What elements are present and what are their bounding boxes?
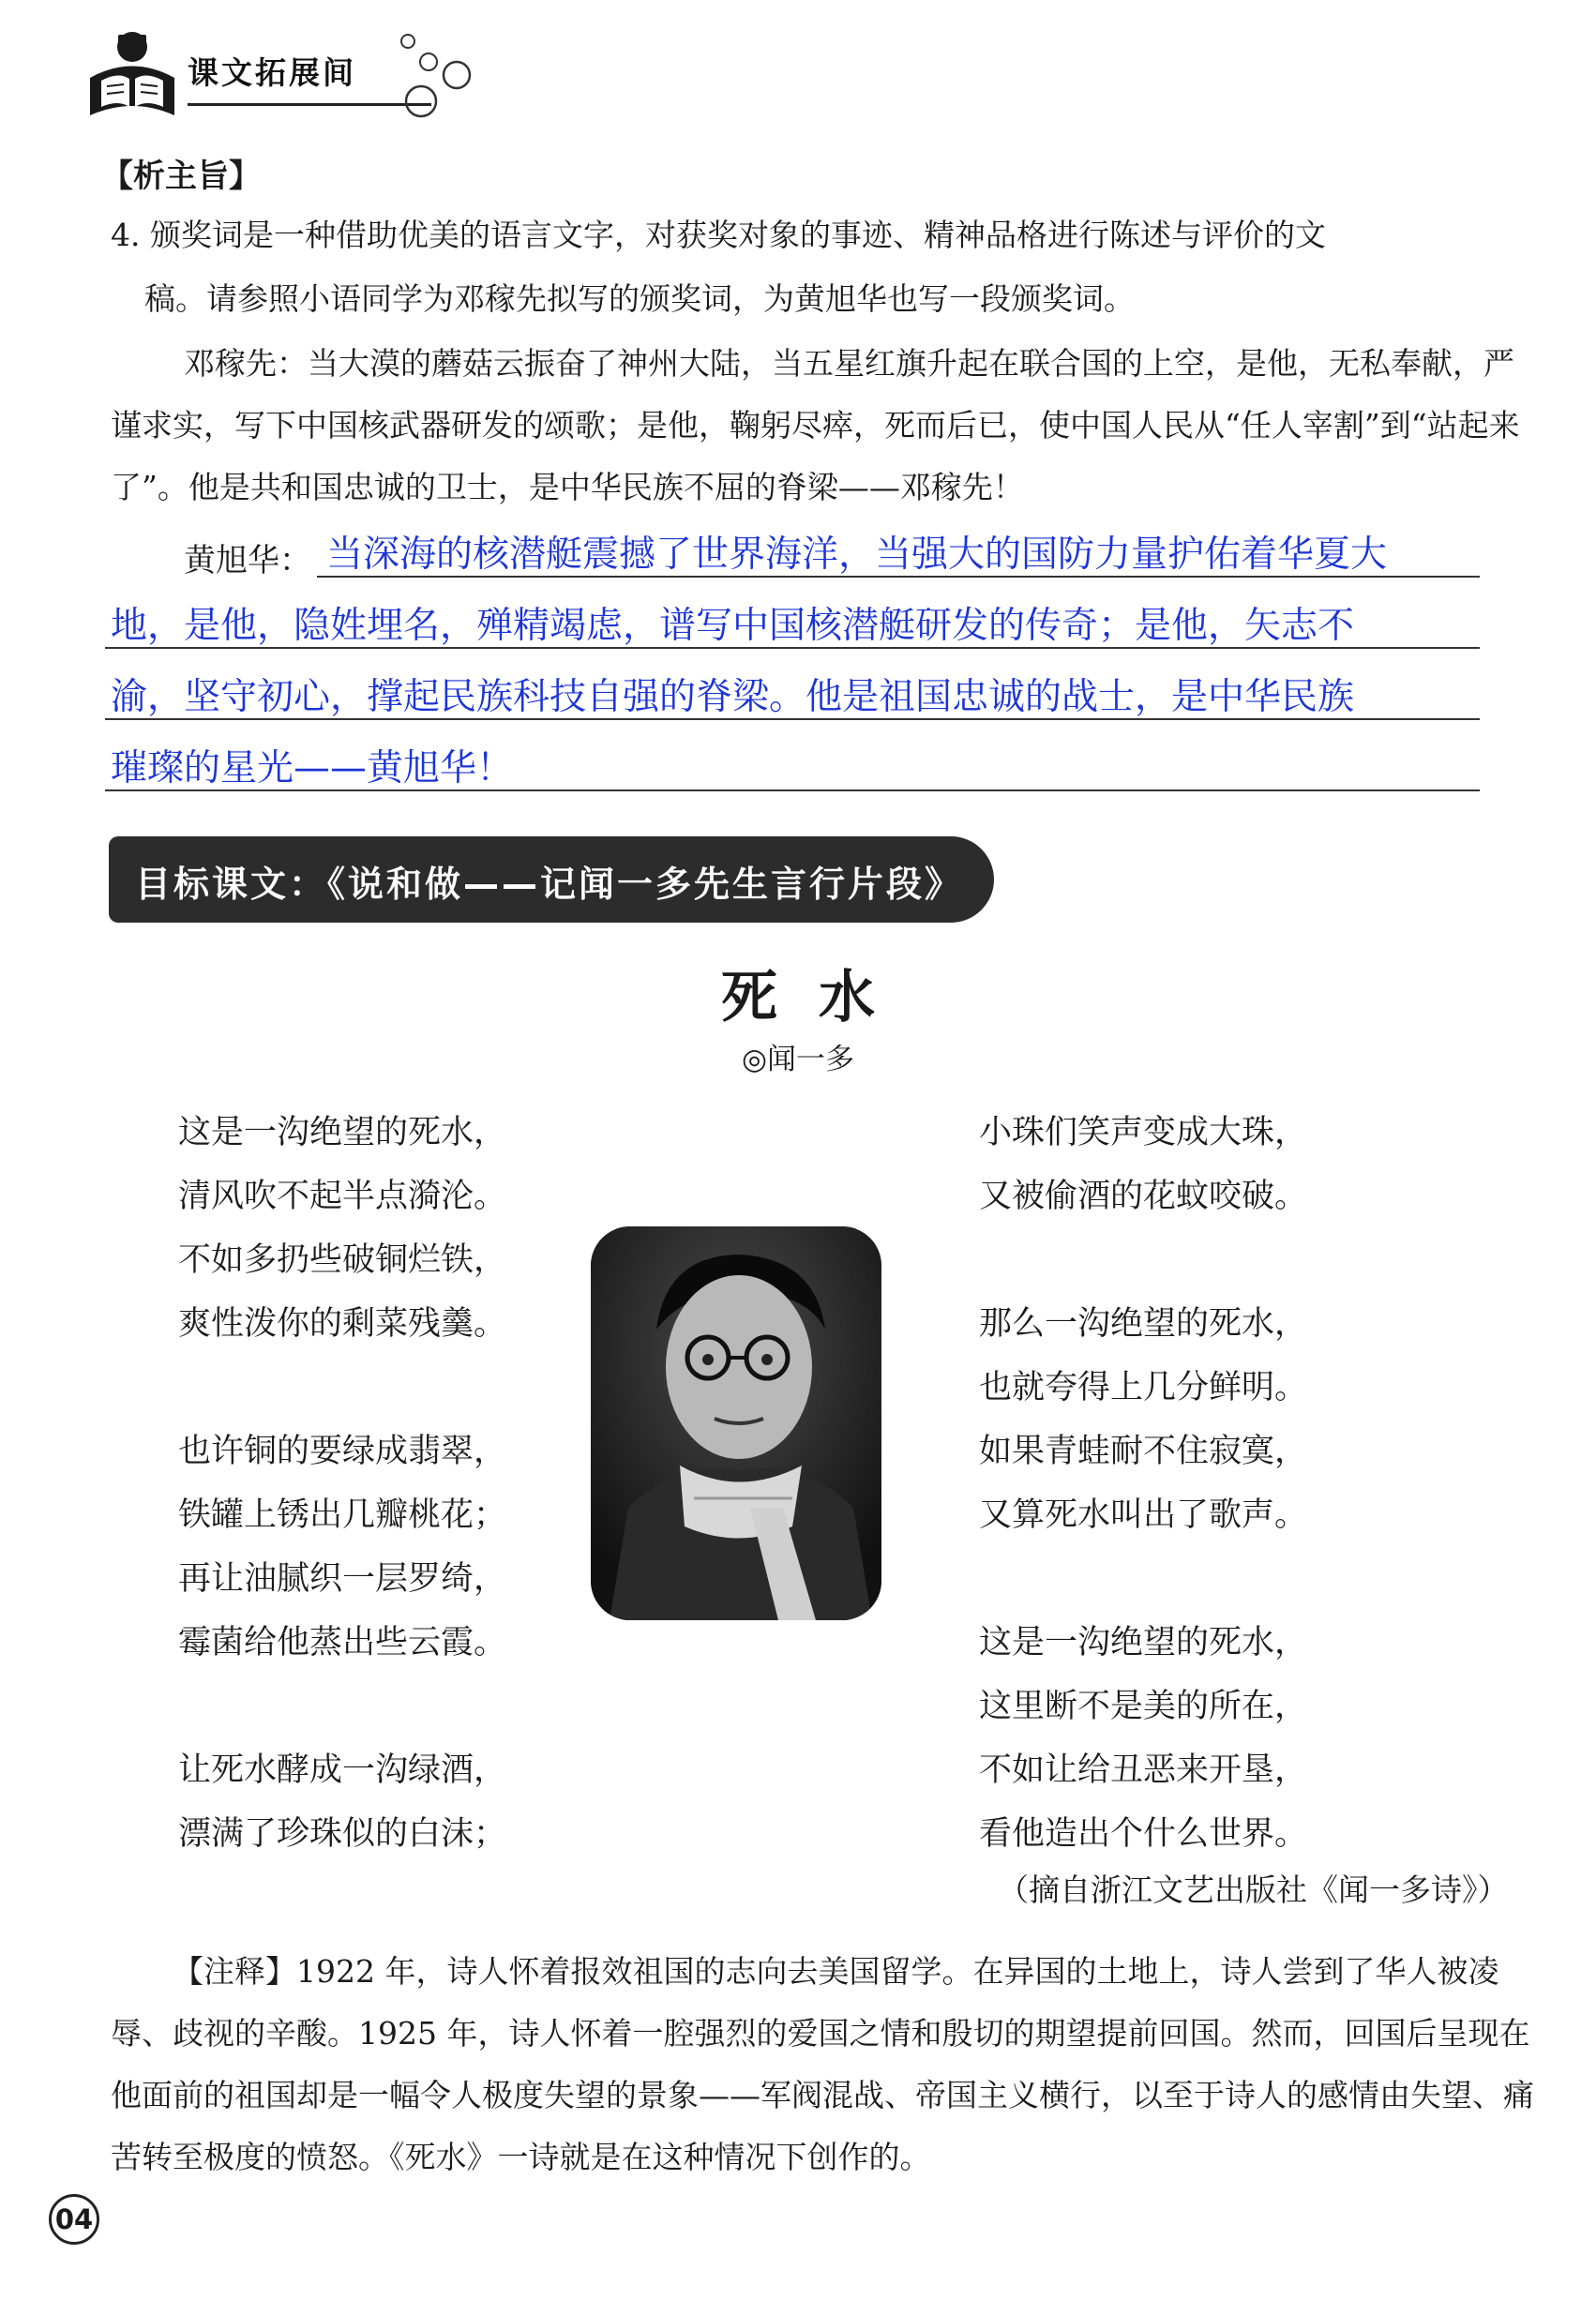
- answer-line-2: 地，是他，隐姓埋名，殚精竭虑，谱写中国核潜艇研发的传奇；是他，矢志不: [111, 605, 1355, 647]
- poem-right-line-2: 又被偷酒的花蚊咬破。: [979, 1178, 1308, 1215]
- answer-line-3: 渝，坚守初心，撑起民族科技自强的脊梁。他是祖国忠诚的战士，是中华民族: [111, 676, 1355, 718]
- poem-title: 死水: [721, 965, 916, 1030]
- poem-left-line-5: 也许铜的要绿成翡翠，: [178, 1433, 507, 1470]
- poem-right-line-5: 如果青蛙耐不住寂寞，: [979, 1433, 1308, 1470]
- poem-right-line-1: 小珠们笑声变成大珠，: [979, 1114, 1308, 1151]
- bubbles-icon: [389, 28, 492, 122]
- poem-right-line-7: 这是一沟绝望的死水，: [979, 1624, 1308, 1661]
- poem-author: ◎闻一多: [741, 1043, 855, 1076]
- answer-line-4: 璀璨的星光——黄旭华！: [111, 747, 514, 789]
- poem-right-line-9: 不如让给丑恶来开垦，: [979, 1751, 1308, 1789]
- poem-left-line-4: 爽性泼你的剩菜残羹。: [178, 1305, 507, 1343]
- poem-left-line-3: 不如多扔些破铜烂铁，: [178, 1241, 507, 1279]
- poem-left-line-10: 漂满了珍珠似的白沫；: [178, 1815, 507, 1853]
- answer-rule-1: [317, 576, 1480, 578]
- target-lesson-banner-text: 目标课文：《说和做——记闻一多先生言行片段》: [135, 864, 964, 905]
- poem-left-line-8: 霉菌给他蒸出些云霞。: [178, 1624, 507, 1661]
- poem-right-line-6: 又算死水叫出了歌声。: [979, 1496, 1308, 1534]
- portrait-photo: [591, 1226, 881, 1620]
- poem-right-line-3: 那么一沟绝望的死水，: [979, 1305, 1308, 1343]
- reader-book-icon: [81, 26, 184, 120]
- poem-right-line-10: 看他造出个什么世界。: [979, 1815, 1308, 1853]
- section-label: 【析主旨】: [101, 158, 261, 195]
- poem-left-line-7: 再让油腻织一层罗绮，: [178, 1560, 507, 1598]
- question-line-2: 稿。请参照小语同学为邓稼先拟写的颁奖词，为黄旭华也写一段颁奖词。: [144, 280, 1135, 317]
- answer-rule-2: [105, 647, 1480, 649]
- annotation-note: 【注释】1922 年，诗人怀着报效祖国的志向去美国留学。在异国的土地上，诗人尝到了华人被凌辱、歧视的辛酸。1925 年，诗人怀着一腔强烈的爱国之情和殷切的期望提前回国。然而，回国后呈现在他面前的祖国却是一幅令人极度失望的景象——军阀混战、帝国主义横行，以至于诗人的感情由失望、痛苦转至极度的愤怒。《死水》一诗就是在这种情况下创作的。: [111, 1953, 1534, 2175]
- header-title: 课文拓展间: [188, 54, 356, 91]
- poem-left-line-9: 让死水酵成一沟绿酒，: [178, 1751, 507, 1789]
- page-number: 04: [49, 2194, 99, 2245]
- answer-line-1: 当深海的核潜艇震撼了世界海洋，当强大的国防力量护佑着华夏大: [326, 534, 1388, 576]
- answer-rule-3: [105, 718, 1480, 720]
- poem-right-line-8: 这里断不是美的所在，: [979, 1688, 1308, 1725]
- answer-label: 黄旭华：: [184, 542, 311, 579]
- poem-right-line-4: 也就夸得上几分鲜明。: [979, 1369, 1308, 1406]
- question-line-1: 4. 颁奖词是一种借助优美的语言文字，对获奖对象的事迹、精神品格进行陈述与评价的文: [111, 217, 1326, 253]
- poem-left-line-2: 清风吹不起半点漪沦。: [178, 1178, 507, 1215]
- poem-left-line-1: 这是一沟绝望的死水，: [178, 1114, 507, 1151]
- poem-source: （摘自浙江文艺出版社《闻一多诗》）: [998, 1872, 1509, 1908]
- poem-left-line-6: 铁罐上锈出几瓣桃花；: [178, 1496, 507, 1534]
- example-award-text: 邓稼先：当大漠的蘑菇云振奋了神州大陆，当五星红旗升起在联合国的上空，是他，无私奉献，严谨求实，写下中国核武器研发的颂歌；是他，鞠躬尽瘁，死而后已，使中国人民从“任人宰割”到“站起来了”。他是共和国忠诚的卫士，是中华民族不屈的脊梁——邓稼先！: [111, 345, 1520, 505]
- answer-rule-4: [105, 789, 1480, 791]
